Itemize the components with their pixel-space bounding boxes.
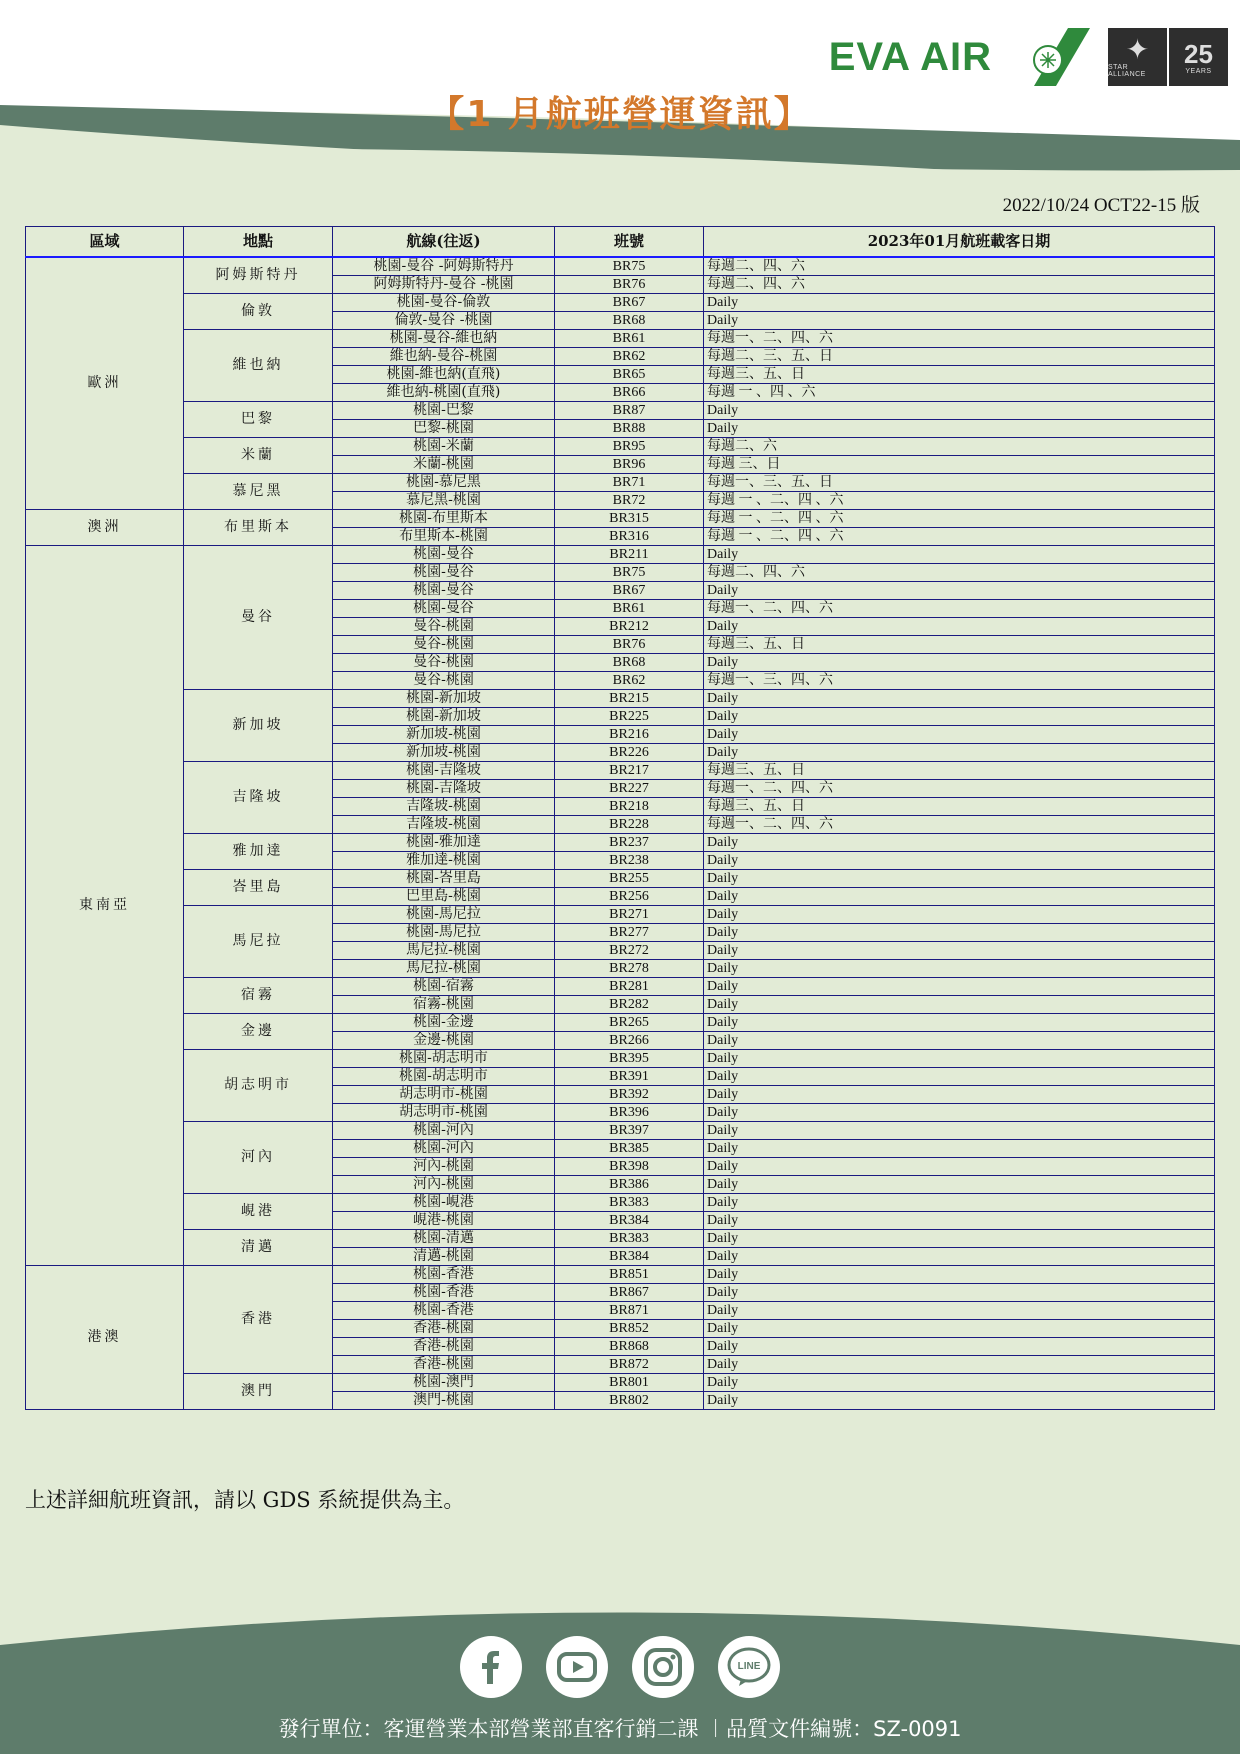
operating-days-cell: Daily	[704, 546, 1215, 564]
route-cell: 香港-桃園	[333, 1338, 555, 1356]
operating-days-cell: Daily	[704, 1050, 1215, 1068]
region-cell: 港澳	[26, 1266, 184, 1410]
flight-number-cell: BR867	[555, 1284, 704, 1302]
table-row	[26, 438, 1215, 456]
flight-number-cell: BR215	[555, 690, 704, 708]
route-cell: 桃園-布里斯本	[333, 510, 555, 528]
table-row	[26, 690, 1215, 708]
city-cell: 阿姆斯特丹	[184, 257, 333, 294]
eva-air-logo: EVA AIR	[828, 34, 992, 79]
operating-days-cell: Daily	[704, 1014, 1215, 1032]
route-cell: 澳門-桃園	[333, 1392, 555, 1410]
route-cell: 雅加達-桃園	[333, 852, 555, 870]
route-cell: 桃園-維也納(直飛)	[333, 366, 555, 384]
route-cell: 桃園-馬尼拉	[333, 924, 555, 942]
operating-days-cell: Daily	[704, 1374, 1215, 1392]
route-cell: 香港-桃園	[333, 1320, 555, 1338]
operating-days-cell: 每週二、四、六	[704, 564, 1215, 582]
city-cell: 慕尼黑	[184, 474, 333, 510]
table-row	[26, 1230, 1215, 1248]
table-row	[26, 1374, 1215, 1392]
city-cell: 清邁	[184, 1230, 333, 1266]
operating-days-cell: Daily	[704, 1194, 1215, 1212]
city-cell: 澳門	[184, 1374, 333, 1410]
operating-days-cell: Daily	[704, 1086, 1215, 1104]
city-cell: 倫敦	[184, 294, 333, 330]
city-cell: 香港	[184, 1266, 333, 1374]
route-cell: 曼谷-桃園	[333, 672, 555, 690]
route-cell: 維也納-曼谷-桃園	[333, 348, 555, 366]
flight-number-cell: BR237	[555, 834, 704, 852]
operating-days-cell: Daily	[704, 1230, 1215, 1248]
flight-number-cell: BR278	[555, 960, 704, 978]
gds-note: 上述詳細航班資訊，請以 GDS 系統提供為主。	[25, 1488, 465, 1512]
route-cell: 桃園-曼谷	[333, 546, 555, 564]
city-cell: 宿霧	[184, 978, 333, 1014]
operating-days-cell: 每週 一 、二、四 、六	[704, 528, 1215, 546]
flight-number-cell: BR238	[555, 852, 704, 870]
flight-number-cell: BR225	[555, 708, 704, 726]
operating-days-cell: Daily	[704, 582, 1215, 600]
route-cell: 馬尼拉-桃園	[333, 942, 555, 960]
route-cell: 桃園-金邊	[333, 1014, 555, 1032]
operating-days-cell: Daily	[704, 1266, 1215, 1284]
page-title: 【1 月航班營運資訊】	[428, 94, 812, 135]
operating-days-cell: Daily	[704, 1320, 1215, 1338]
operating-days-cell: 每週一、三、五、日	[704, 474, 1215, 492]
youtube-icon[interactable]	[546, 1636, 608, 1698]
operating-days-cell: Daily	[704, 744, 1215, 762]
route-cell: 桃園-香港	[333, 1284, 555, 1302]
table-row	[26, 1194, 1215, 1212]
operating-days-cell: 每週 一 、二、四 、六	[704, 510, 1215, 528]
table-row	[26, 330, 1215, 348]
flight-number-cell: BR316	[555, 528, 704, 546]
route-cell: 桃園-曼谷-維也納	[333, 330, 555, 348]
operating-days-cell: 每週三、五、日	[704, 798, 1215, 816]
route-cell: 吉隆坡-桃園	[333, 798, 555, 816]
star-alliance-icon: ✦ STAR ALLIANCE	[1108, 28, 1167, 86]
city-cell: 峇里島	[184, 870, 333, 906]
route-cell: 桃園-新加坡	[333, 690, 555, 708]
operating-days-cell: 每週 一 、二、四 、六	[704, 492, 1215, 510]
operating-days-cell: Daily	[704, 1158, 1215, 1176]
header-route: 航線(往返)	[333, 227, 555, 258]
route-cell: 桃園-曼谷 -阿姆斯特丹	[333, 257, 555, 276]
route-cell: 河內-桃園	[333, 1176, 555, 1194]
flight-number-cell: BR71	[555, 474, 704, 492]
route-cell: 桃園-香港	[333, 1302, 555, 1320]
route-cell: 桃園-澳門	[333, 1374, 555, 1392]
operating-days-cell: Daily	[704, 1212, 1215, 1230]
route-cell: 布里斯本-桃園	[333, 528, 555, 546]
operating-days-cell: Daily	[704, 888, 1215, 906]
route-cell: 新加坡-桃園	[333, 726, 555, 744]
route-cell: 胡志明市-桃園	[333, 1104, 555, 1122]
operating-days-cell: 每週 一 、四 、六	[704, 384, 1215, 402]
flight-number-cell: BR398	[555, 1158, 704, 1176]
route-cell: 桃園-峴港	[333, 1194, 555, 1212]
operating-days-cell: 每週三、五、日	[704, 636, 1215, 654]
route-cell: 桃園-雅加達	[333, 834, 555, 852]
table-row	[26, 294, 1215, 312]
route-cell: 新加坡-桃園	[333, 744, 555, 762]
city-cell: 胡志明市	[184, 1050, 333, 1122]
operating-days-cell: Daily	[704, 1122, 1215, 1140]
flight-number-cell: BR96	[555, 456, 704, 474]
flight-number-cell: BR281	[555, 978, 704, 996]
operating-days-cell: Daily	[704, 1302, 1215, 1320]
city-cell: 巴黎	[184, 402, 333, 438]
city-cell: 馬尼拉	[184, 906, 333, 978]
table-row	[26, 257, 1215, 276]
operating-days-cell: 每週一、二、四、六	[704, 816, 1215, 834]
route-cell: 桃園-吉隆坡	[333, 762, 555, 780]
operating-days-cell: 每週二、四、六	[704, 276, 1215, 294]
flight-number-cell: BR271	[555, 906, 704, 924]
flight-number-cell: BR72	[555, 492, 704, 510]
city-cell: 河內	[184, 1122, 333, 1194]
city-cell: 金邊	[184, 1014, 333, 1050]
eva-air-emblem-icon	[1010, 28, 1090, 86]
flight-number-cell: BR212	[555, 618, 704, 636]
operating-days-cell: Daily	[704, 294, 1215, 312]
route-cell: 桃園-胡志明市	[333, 1068, 555, 1086]
flight-number-cell: BR871	[555, 1302, 704, 1320]
flight-number-cell: BR95	[555, 438, 704, 456]
flight-number-cell: BR265	[555, 1014, 704, 1032]
flight-number-cell: BR75	[555, 257, 704, 276]
flight-number-cell: BR67	[555, 294, 704, 312]
route-cell: 桃園-河內	[333, 1140, 555, 1158]
table-row	[26, 402, 1215, 420]
brand-logos	[829, 28, 1228, 86]
header-city: 地點	[184, 227, 333, 258]
flight-number-cell: BR802	[555, 1392, 704, 1410]
table-row	[26, 762, 1215, 780]
route-cell: 桃園-曼谷	[333, 582, 555, 600]
flight-number-cell: BR68	[555, 312, 704, 330]
flight-number-cell: BR266	[555, 1032, 704, 1050]
operating-days-cell: Daily	[704, 726, 1215, 744]
operating-days-cell: 每週二、六	[704, 438, 1215, 456]
flight-number-cell: BR88	[555, 420, 704, 438]
operating-days-cell: Daily	[704, 1068, 1215, 1086]
flight-number-cell: BR211	[555, 546, 704, 564]
route-cell: 桃園-新加坡	[333, 708, 555, 726]
flight-number-cell: BR872	[555, 1356, 704, 1374]
table-row	[26, 1266, 1215, 1284]
operating-days-cell: 每週二、三、五、日	[704, 348, 1215, 366]
operating-days-cell: Daily	[704, 402, 1215, 420]
flight-number-cell: BR396	[555, 1104, 704, 1122]
operating-days-cell: Daily	[704, 1284, 1215, 1302]
table-row	[26, 1014, 1215, 1032]
route-cell: 桃園-米蘭	[333, 438, 555, 456]
flight-number-cell: BR228	[555, 816, 704, 834]
operating-days-cell: Daily	[704, 1356, 1215, 1374]
25-years-badge: 25 YEARS	[1169, 28, 1228, 86]
region-cell: 歐洲	[26, 257, 184, 510]
star-alliance-25-years-logo	[1108, 28, 1228, 86]
table-row	[26, 546, 1215, 564]
flight-number-cell: BR386	[555, 1176, 704, 1194]
operating-days-cell: Daily	[704, 1338, 1215, 1356]
operating-days-cell: Daily	[704, 906, 1215, 924]
operating-days-cell: Daily	[704, 690, 1215, 708]
operating-days-cell: Daily	[704, 1032, 1215, 1050]
flight-number-cell: BR384	[555, 1248, 704, 1266]
operating-days-cell: Daily	[704, 1176, 1215, 1194]
flight-number-cell: BR851	[555, 1266, 704, 1284]
route-cell: 桃園-河內	[333, 1122, 555, 1140]
operating-days-cell: Daily	[704, 852, 1215, 870]
version-label: 2022/10/24 OCT22-15 版	[1002, 195, 1200, 216]
operating-days-cell: Daily	[704, 1248, 1215, 1266]
operating-days-cell: 每週一、三、四、六	[704, 672, 1215, 690]
operating-days-cell: 每週 三、日	[704, 456, 1215, 474]
route-cell: 桃園-香港	[333, 1266, 555, 1284]
flight-number-cell: BR87	[555, 402, 704, 420]
operating-days-cell: Daily	[704, 942, 1215, 960]
flight-number-cell: BR75	[555, 564, 704, 582]
route-cell: 清邁-桃園	[333, 1248, 555, 1266]
operating-days-cell: Daily	[704, 1392, 1215, 1410]
region-cell: 澳洲	[26, 510, 184, 546]
flight-number-cell: BR395	[555, 1050, 704, 1068]
route-cell: 米蘭-桃園	[333, 456, 555, 474]
flight-number-cell: BR226	[555, 744, 704, 762]
route-cell: 巴里島-桃園	[333, 888, 555, 906]
route-cell: 香港-桃園	[333, 1356, 555, 1374]
operating-days-cell: Daily	[704, 1104, 1215, 1122]
operating-days-cell: Daily	[704, 996, 1215, 1014]
flight-number-cell: BR384	[555, 1212, 704, 1230]
city-cell: 峴港	[184, 1194, 333, 1230]
route-cell: 桃園-峇里島	[333, 870, 555, 888]
operating-days-cell: Daily	[704, 312, 1215, 330]
flight-number-cell: BR255	[555, 870, 704, 888]
operating-days-cell: 每週三、五、日	[704, 366, 1215, 384]
table-row	[26, 1122, 1215, 1140]
route-cell: 曼谷-桃園	[333, 654, 555, 672]
flight-number-cell: BR217	[555, 762, 704, 780]
route-cell: 桃園-曼谷	[333, 600, 555, 618]
route-cell: 吉隆坡-桃園	[333, 816, 555, 834]
operating-days-cell: Daily	[704, 618, 1215, 636]
flight-number-cell: BR216	[555, 726, 704, 744]
flight-number-cell: BR66	[555, 384, 704, 402]
operating-days-cell: Daily	[704, 924, 1215, 942]
flight-number-cell: BR67	[555, 582, 704, 600]
route-cell: 胡志明市-桃園	[333, 1086, 555, 1104]
table-body	[26, 257, 1215, 1410]
header-region: 區域	[26, 227, 184, 258]
flight-number-cell: BR397	[555, 1122, 704, 1140]
route-cell: 金邊-桃園	[333, 1032, 555, 1050]
route-cell: 巴黎-桃園	[333, 420, 555, 438]
route-cell: 倫敦-曼谷 -桃園	[333, 312, 555, 330]
operating-days-cell: Daily	[704, 978, 1215, 996]
operating-days-cell: 每週一、二、四、六	[704, 330, 1215, 348]
table-row	[26, 474, 1215, 492]
flight-number-cell: BR392	[555, 1086, 704, 1104]
city-cell: 布里斯本	[184, 510, 333, 546]
flight-number-cell: BR65	[555, 366, 704, 384]
table-row	[26, 978, 1215, 996]
social-links	[0, 1636, 1240, 1698]
header-flight-number: 班號	[555, 227, 704, 258]
table-header-row	[26, 227, 1215, 258]
route-cell: 維也納-桃園(直飛)	[333, 384, 555, 402]
route-cell: 桃園-清邁	[333, 1230, 555, 1248]
route-cell: 曼谷-桃園	[333, 618, 555, 636]
flight-number-cell: BR227	[555, 780, 704, 798]
operating-days-cell: Daily	[704, 1140, 1215, 1158]
city-cell: 維也納	[184, 330, 333, 402]
city-cell: 新加坡	[184, 690, 333, 762]
flight-number-cell: BR76	[555, 276, 704, 294]
flight-number-cell: BR385	[555, 1140, 704, 1158]
table-row	[26, 1050, 1215, 1068]
flight-number-cell: BR272	[555, 942, 704, 960]
flight-number-cell: BR391	[555, 1068, 704, 1086]
route-cell: 桃園-馬尼拉	[333, 906, 555, 924]
table-row	[26, 870, 1215, 888]
region-cell: 東南亞	[26, 546, 184, 1266]
line-icon[interactable]	[718, 1636, 780, 1698]
flight-number-cell: BR383	[555, 1194, 704, 1212]
route-cell: 桃園-曼谷-倫敦	[333, 294, 555, 312]
operating-days-cell: Daily	[704, 420, 1215, 438]
svg-text:LINE: LINE	[737, 1661, 761, 1672]
header-operating-days: 2023年01月航班載客日期	[704, 227, 1215, 258]
operating-days-cell: Daily	[704, 870, 1215, 888]
facebook-icon[interactable]	[460, 1636, 522, 1698]
flight-schedule-table	[25, 226, 1215, 1410]
flight-number-cell: BR277	[555, 924, 704, 942]
route-cell: 桃園-胡志明市	[333, 1050, 555, 1068]
flight-number-cell: BR256	[555, 888, 704, 906]
flight-number-cell: BR852	[555, 1320, 704, 1338]
route-cell: 馬尼拉-桃園	[333, 960, 555, 978]
table-row	[26, 906, 1215, 924]
city-cell: 吉隆坡	[184, 762, 333, 834]
flight-number-cell: BR282	[555, 996, 704, 1014]
instagram-icon[interactable]	[632, 1636, 694, 1698]
flight-number-cell: BR868	[555, 1338, 704, 1356]
route-cell: 阿姆斯特丹-曼谷 -桃園	[333, 276, 555, 294]
route-cell: 桃園-吉隆坡	[333, 780, 555, 798]
flight-number-cell: BR61	[555, 330, 704, 348]
flight-number-cell: BR68	[555, 654, 704, 672]
city-cell: 曼谷	[184, 546, 333, 690]
route-cell: 宿霧-桃園	[333, 996, 555, 1014]
route-cell: 桃園-巴黎	[333, 402, 555, 420]
city-cell: 米蘭	[184, 438, 333, 474]
operating-days-cell: 每週二、四、六	[704, 257, 1215, 276]
flight-number-cell: BR383	[555, 1230, 704, 1248]
route-cell: 峴港-桃園	[333, 1212, 555, 1230]
table-row	[26, 834, 1215, 852]
route-cell: 桃園-慕尼黑	[333, 474, 555, 492]
flight-number-cell: BR62	[555, 672, 704, 690]
operating-days-cell: 每週一、二、四、六	[704, 600, 1215, 618]
flight-number-cell: BR76	[555, 636, 704, 654]
operating-days-cell: Daily	[704, 960, 1215, 978]
table-row	[26, 510, 1215, 528]
route-cell: 桃園-宿霧	[333, 978, 555, 996]
operating-days-cell: Daily	[704, 708, 1215, 726]
operating-days-cell: Daily	[704, 654, 1215, 672]
operating-days-cell: 每週三、五、日	[704, 762, 1215, 780]
route-cell: 桃園-曼谷	[333, 564, 555, 582]
flight-number-cell: BR315	[555, 510, 704, 528]
footer-issuer: 發行單位：客運營業本部營業部直客行銷二課 ︱品質文件編號：SZ-0091	[278, 1717, 962, 1741]
city-cell: 雅加達	[184, 834, 333, 870]
flight-number-cell: BR61	[555, 600, 704, 618]
route-cell: 曼谷-桃園	[333, 636, 555, 654]
route-cell: 河內-桃園	[333, 1158, 555, 1176]
operating-days-cell: 每週一、二、四、六	[704, 780, 1215, 798]
operating-days-cell: Daily	[704, 834, 1215, 852]
route-cell: 慕尼黑-桃園	[333, 492, 555, 510]
flight-number-cell: BR801	[555, 1374, 704, 1392]
flight-number-cell: BR218	[555, 798, 704, 816]
flight-number-cell: BR62	[555, 348, 704, 366]
